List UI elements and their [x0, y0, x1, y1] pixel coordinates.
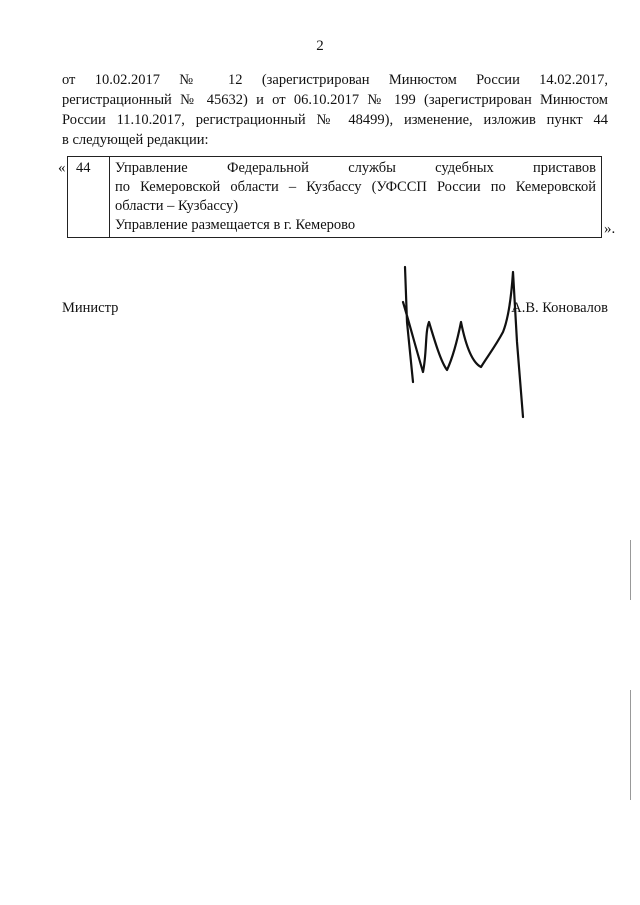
intro-line: в следующей редакции:: [62, 132, 209, 148]
closing-quote: ».: [604, 221, 616, 237]
table-row: [68, 157, 602, 238]
scan-edge-mark: [630, 690, 631, 800]
entry-number: 44: [68, 157, 110, 238]
signer-title: Министр: [62, 300, 119, 316]
entry-text: [110, 157, 602, 238]
entry-line: области – Кузбассу): [115, 198, 239, 214]
signer-name: А.В. Коновалов: [511, 300, 608, 316]
entry-line: по Кемеровской области – Кузбассу (УФССП России по Кемеровской: [115, 179, 596, 195]
scan-edge-mark: [630, 540, 631, 600]
intro-line: России 11.10.2017, регистрационный № 48499), изменение, изложив пункт 44: [62, 112, 608, 128]
entry-table: [67, 156, 602, 238]
handwritten-signature: [395, 262, 535, 422]
entry-line: Управление Федеральной службы судебных приставов: [115, 160, 596, 176]
page-number: 2: [316, 38, 324, 54]
entry-line: Управление размещается в г. Кемерово: [115, 217, 356, 233]
intro-line: от 10.02.2017 № 12 (зарегистрирован Минюстом России 14.02.2017,: [62, 72, 608, 88]
opening-quote: «: [58, 160, 66, 176]
intro-line: регистрационный № 45632) и от 06.10.2017 № 199 (зарегистрирован Минюстом: [62, 92, 608, 108]
intro-paragraph: [62, 70, 608, 150]
